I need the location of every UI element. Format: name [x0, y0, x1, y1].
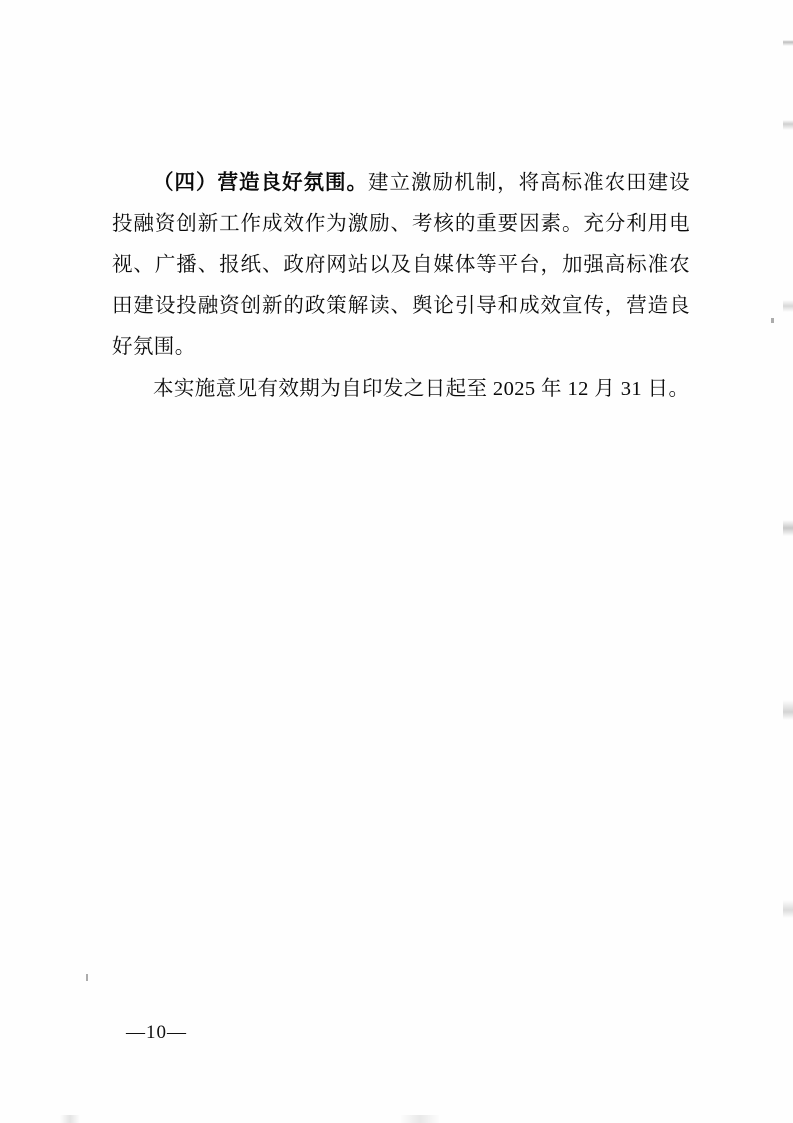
page-number [0, 1022, 553, 1044]
scan-speck [771, 318, 774, 323]
paragraph-1-text: 建立激励机制，将高标准农田建设投融资创新工作成效作为激励、考核的重要因素。充分利用电视、广播、报纸、政府网站以及自媒体等平台，加强高标准农田建设投融资创新的政策解读、舆论引导和成效宣传，营造良好氛围。 [112, 172, 691, 358]
paragraph-2 [112, 369, 690, 410]
document-body [112, 163, 690, 410]
paragraph-1-heading: （四）营造良好氛围。 [153, 172, 369, 194]
paragraph-2-text: 本实施意见有效期为自印发之日起至 2025 年 12 月 31 日。 [153, 378, 690, 400]
page-number-label: —10— [126, 1022, 187, 1043]
paragraph-1 [112, 163, 690, 368]
scan-speck [86, 974, 88, 981]
scan-artifact-bottom-edge [0, 1115, 793, 1123]
scan-artifact-right-edge [783, 0, 793, 1123]
